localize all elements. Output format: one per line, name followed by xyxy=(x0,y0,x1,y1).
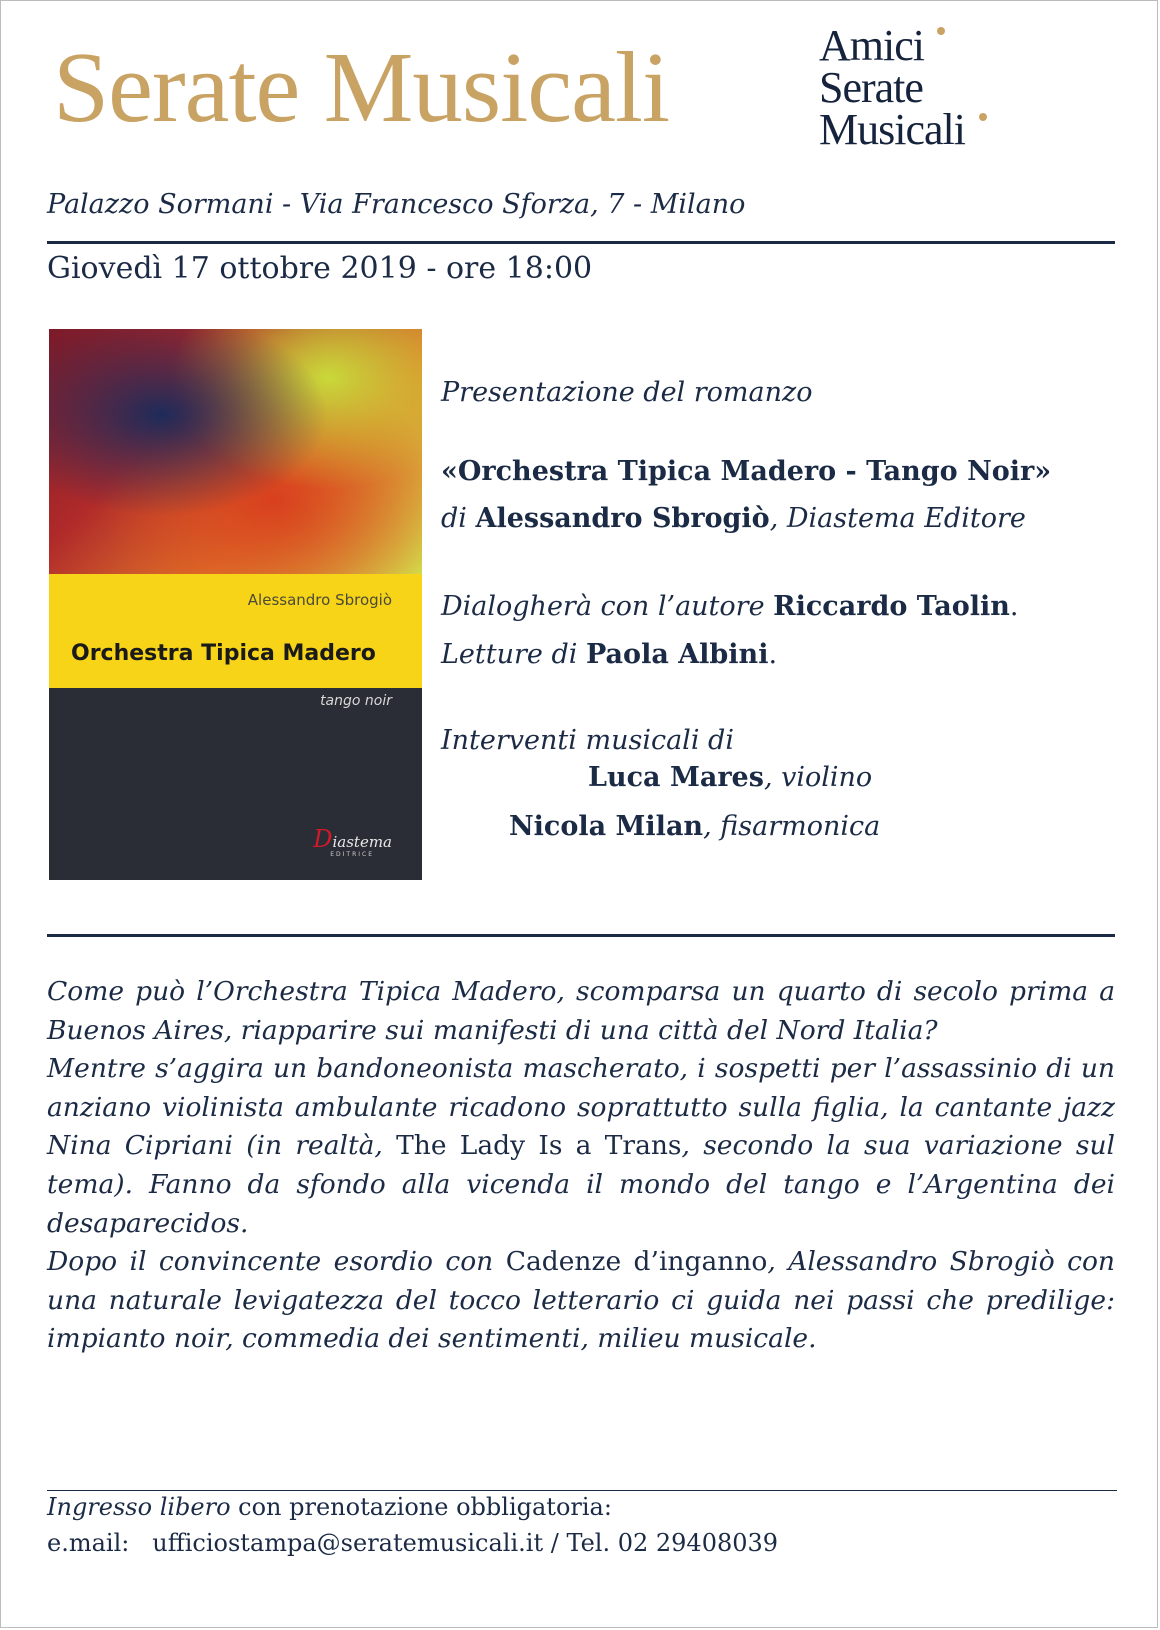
divider xyxy=(47,934,1115,937)
author-name: Alessandro Sbrogiò xyxy=(475,503,770,534)
logo-gold-dot xyxy=(937,27,945,35)
music-intro: Interventi musicali di xyxy=(441,725,734,756)
phone-number: / Tel. 02 29408039 xyxy=(543,1529,779,1557)
venue-address: Palazzo Sormani - Via Francesco Sforza, 7 - Milano xyxy=(47,189,746,220)
book-title: «Orchestra Tipica Madero - Tango Noir» xyxy=(441,456,1052,487)
entry-info: Ingresso libero con prenotazione obbligatoria: xyxy=(47,1493,612,1521)
cover-subtitle: tango noir xyxy=(320,693,392,709)
description-paragraph: Dopo il convincente esordio con Cadenze d’inganno, Alessandro Sbrogiò con una naturale levigatezza del tocco letterario ci guida nei passi che predilige: impianto noir, commedia dei sentimenti, milieu musicale. xyxy=(47,1246,1116,1355)
divider xyxy=(47,1490,1117,1491)
logo-line-2: Serate xyxy=(819,63,923,112)
logo-line-1: Amici xyxy=(819,21,924,70)
email-address: ufficiostampa@seratemusicali.it xyxy=(152,1529,544,1557)
book-description xyxy=(47,973,1115,1359)
musician-2: Nicola Milan, fisarmonica xyxy=(509,811,881,842)
cover-artwork xyxy=(49,329,422,574)
amici-logo xyxy=(819,21,965,154)
brand-title: Serate Musicali xyxy=(53,31,670,143)
cover-title: Orchestra Tipica Madero xyxy=(71,641,376,666)
musician-1: Luca Mares, violino xyxy=(588,762,873,793)
description-paragraph: Mentre s’aggira un bandoneonista mascherato, i sospetti per l’assassinio di un anziano violinista ambulante ricadono soprattutto sulla figlia, la cantante jazz Nina Cipriani (in realtà, The Lady Is a Trans, secondo la sua variazione sul tema). Fanno da sfondo alla vicenda il mondo del tango e l’Argentina dei desaparecidos. xyxy=(47,1053,1115,1239)
publisher-name: , Diastema Editore xyxy=(769,503,1026,534)
book-cover xyxy=(49,329,422,880)
description-paragraph: Come può l’Orchestra Tipica Madero, scomparsa un quarto di secolo prima a Buenos Aires, riapparire sui manifesti di una città del Nord Italia? xyxy=(47,976,1115,1046)
readings-name: Paola Albini xyxy=(585,639,769,670)
event-date: Giovedì 17 ottobre 2019 - ore 18:00 xyxy=(47,251,593,286)
dialog-name: Riccardo Taolin xyxy=(773,591,1010,622)
dialog-line: Dialogherà con l’autore Riccardo Taolin. xyxy=(441,591,1019,622)
divider xyxy=(47,241,1115,244)
contact-info: e.mail: ufficiostampa@seratemusicali.it / Tel. 02 29408039 xyxy=(47,1529,779,1557)
readings-line: Letture di Paola Albini. xyxy=(441,639,778,670)
logo-line-3: Musicali xyxy=(819,105,965,154)
publisher-logo: Diastema xyxy=(313,825,392,853)
cover-author: Alessandro Sbrogiò xyxy=(247,591,392,609)
book-credits: di Alessandro Sbrogiò, Diastema Editore xyxy=(441,503,1026,534)
logo-gold-dot xyxy=(979,113,987,121)
event-intro: Presentazione del romanzo xyxy=(441,377,813,408)
publisher-logo-sub: EDITRICE xyxy=(330,851,374,858)
